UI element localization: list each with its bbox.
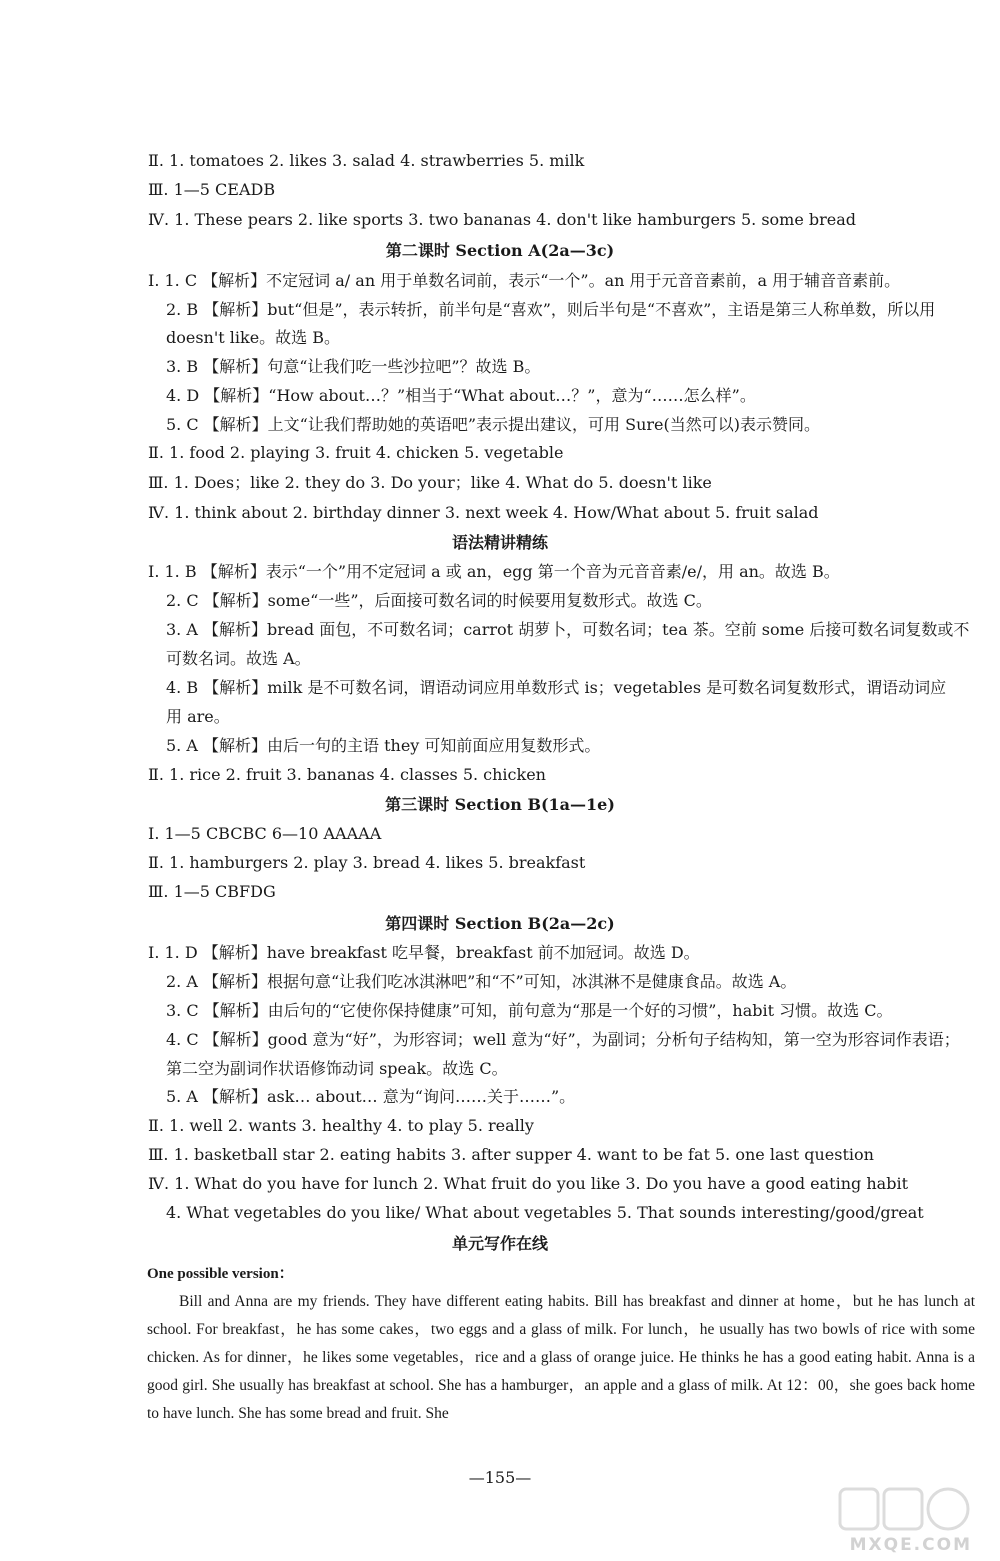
answer-line: Ⅳ. 1. What do you have for lunch 2. What fruit do you like 3. Do you have a good eating habit — [148, 1174, 908, 1193]
answer-line: 第二空为副词作状语修饰动词 speak。故选 C。 — [166, 1059, 508, 1078]
section-heading: 第二课时 Section A(2a—3c) — [385, 241, 615, 260]
section-heading: 单元写作在线 — [451, 1234, 548, 1253]
section-heading: 第三课时 Section B(1a—1e) — [385, 795, 615, 814]
answer-line: Ⅲ. 1—5 CBFDG — [148, 882, 276, 901]
answer-line: Ⅰ. 1—5 CBCBC 6—10 AAAAA — [148, 824, 382, 843]
answer-line: 4. D 【解析】“How about…？”相当于“What about…？”，意为“……怎么样”。 — [166, 386, 756, 405]
answer-line: 2. A 【解析】根据句意“让我们吃冰淇淋吧”和“不”可知，冰淇淋不是健康食品。故选 A。 — [166, 972, 797, 991]
answer-line: Ⅲ. 1—5 CEADB — [148, 180, 276, 199]
answer-line: 2. C 【解析】some“一些”，后面接可数名词的时候要用复数形式。故选 C。 — [166, 591, 712, 610]
answer-line: Ⅳ. 1. think about 2. birthday dinner 3. next week 4. How/What about 5. fruit salad — [148, 503, 819, 522]
watermark-text: MXQE.COM — [849, 1535, 972, 1555]
answer-line: 4. What vegetables do you like/ What about vegetables 5. That sounds interesting/good/great — [166, 1203, 924, 1222]
answer-line: 3. A 【解析】bread 面包，不可数名词；carrot 胡萝卜，可数名词；tea 茶。空前 some 后接可数名词复数或不 — [166, 620, 970, 639]
answer-line: Ⅳ. 1. These pears 2. like sports 3. two bananas 4. don't like hamburgers 5. some bread — [148, 210, 857, 229]
answer-line: 用 are。 — [166, 707, 230, 726]
essay-paragraph: Bill and Anna are my friends. They have different eating habits. Bill has breakfast and dinner at home，but he has lunch at school. For breakfast，he has some cakes，two eggs and a glass of milk. For lunch，he usually has two bowls of rice with some chicken. As for dinner，he likes some vegetables，rice and a glass of orange juice. He thinks he has a good eating habit. Anna is a good girl. She usually has breakfast at school. She has a hamburger，an apple and a glass of milk. At 12：00，she goes back home to have lunch. She has some bread and fruit. She — [147, 1293, 975, 1422]
answer-line: 可数名词。故选 A。 — [166, 649, 311, 668]
answer-line: Ⅲ. 1. basketball star 2. eating habits 3. after supper 4. want to be fat 5. one last question — [148, 1145, 874, 1164]
answer-line: Ⅰ. 1. D 【解析】have breakfast 吃早餐，breakfast 前不加冠词。故选 D。 — [148, 943, 700, 962]
answer-line: 5. C 【解析】上文“让我们帮助她的英语吧”表示提出建议，可用 Sure(当然可以)表示赞同。 — [166, 415, 820, 434]
answer-line: Ⅰ. 1. C 【解析】不定冠词 a/ an 用于单数名词前，表示“一个”。an 用于元音音素前，a 用于辅音音素前。 — [148, 271, 901, 290]
section-heading: 语法精讲精练 — [451, 533, 548, 552]
answer-line: Ⅱ. 1. hamburgers 2. play 3. bread 4. likes 5. breakfast — [148, 853, 586, 872]
page-number: —155— — [468, 1468, 532, 1487]
answer-line: 4. C 【解析】good 意为“好”，为形容词；well 意为“好”，为副词；分析句子结构知，第一空为形容词作表语； — [166, 1030, 960, 1049]
answer-line: 2. B 【解析】but“但是”，表示转折，前半句是“喜欢”，则后半句是“不喜欢”，主语是第三人称单数，所以用 — [166, 300, 936, 319]
answer-line: Ⅱ. 1. food 2. playing 3. fruit 4. chicken 5. vegetable — [148, 443, 564, 462]
watermark-icon — [836, 1483, 972, 1539]
watermark-logo — [836, 1483, 972, 1555]
answer-line: 4. B 【解析】milk 是不可数名词，谓语动词应用单数形式 is；vegetables 是可数名词复数形式，谓语动词应 — [166, 678, 947, 697]
answer-line: 5. A 【解析】由后一句的主语 they 可知前面应用复数形式。 — [166, 736, 601, 755]
essay-label: One possible version： — [147, 1266, 294, 1282]
answer-line: Ⅲ. 1. Does；like 2. they do 3. Do your；like 4. What do 5. doesn't like — [148, 473, 712, 492]
answer-line: doesn't like。故选 B。 — [166, 328, 341, 347]
section-heading: 第四课时 Section B(2a—2c) — [385, 914, 615, 933]
answer-line: Ⅱ. 1. tomatoes 2. likes 3. salad 4. strawberries 5. milk — [148, 151, 585, 170]
answer-line: 3. C 【解析】由后句的“它使你保持健康”可知，前句意为“那是一个好的习惯”，habit 习惯。故选 C。 — [166, 1001, 893, 1020]
answer-line: 5. A 【解析】ask… about… 意为“询问……关于……”。 — [166, 1087, 576, 1106]
answer-line: 3. B 【解析】句意“让我们吃一些沙拉吧”？故选 B。 — [166, 357, 541, 376]
answer-line: Ⅱ. 1. rice 2. fruit 3. bananas 4. classes 5. chicken — [148, 765, 546, 784]
answer-line: Ⅰ. 1. B 【解析】表示“一个”用不定冠词 a 或 an，egg 第一个音为元音音素/e/，用 an。故选 B。 — [148, 562, 840, 581]
answer-line: Ⅱ. 1. well 2. wants 3. healthy 4. to play 5. really — [148, 1116, 534, 1135]
